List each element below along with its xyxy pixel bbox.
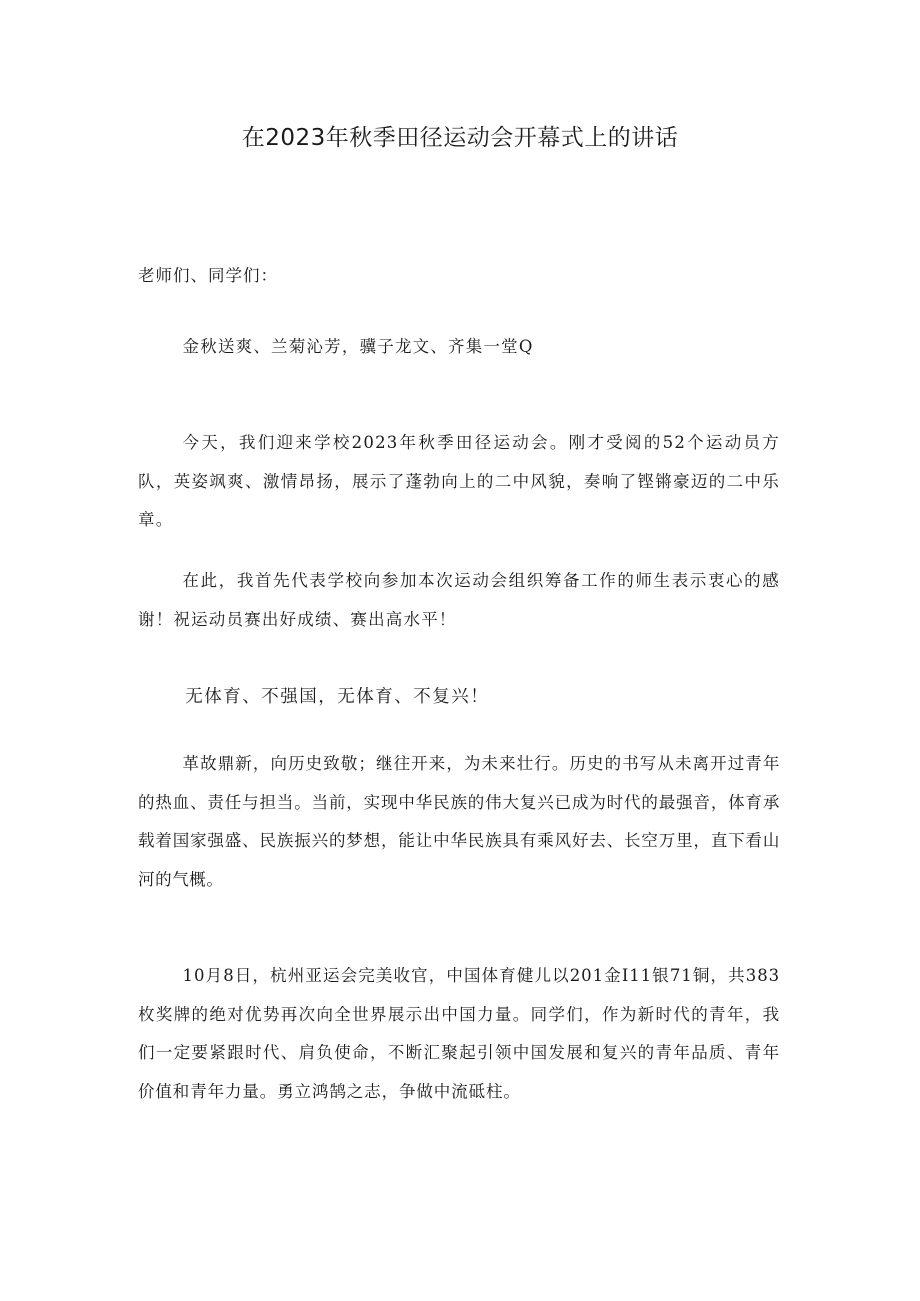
document-title: 在2023年秋季田径运动会开幕式上的讲话: [241, 125, 679, 151]
paragraph-2: 今天，我们迎来学校2023年秋季田径运动会。刚才受阅的52个运动员方队，英姿飒爽、激情昂扬，展示了蓬勃向上的二中风貌，奏响了铿锵豪迈的二中乐章。: [138, 433, 780, 529]
paragraph-1: 金秋送爽、兰菊沁芳，骥子龙文、齐集一堂Q: [182, 337, 534, 356]
paragraph-3: 在此，我首先代表学校向参加本次运动会组织筹备工作的师生表示衷心的感谢！祝运动员赛出好成绩、赛出高水平！: [138, 571, 780, 629]
paragraph-6: 10月8日，杭州亚运会完美收官，中国体育健儿以201金I11银71铜，共383枚奖牌的绝对优势再次向全世界展示出中国力量。同学们，作为新时代的青年，我们一定要紧跟时代、肩负使命，不断汇聚起引领中国发展和复兴的青年品质、青年价值和青年力量。勇立鸿鹄之志，争做中流砥柱。: [138, 966, 780, 1101]
salutation: 老师们、同学们：: [138, 266, 278, 285]
paragraph-4: 无体育、不强国，无体育、不复兴！: [185, 687, 490, 707]
paragraph-5: 革故鼎新，向历史致敬；继往开来，为未来壮行。历史的书写从未离开过青年的热血、责任与担当。当前，实现中华民族的伟大复兴已成为时代的最强音，体育承载着国家强盛、民族振兴的梦想，能让中华民族具有乘风好去、长空万里，直下看山河的气概。: [138, 754, 780, 889]
